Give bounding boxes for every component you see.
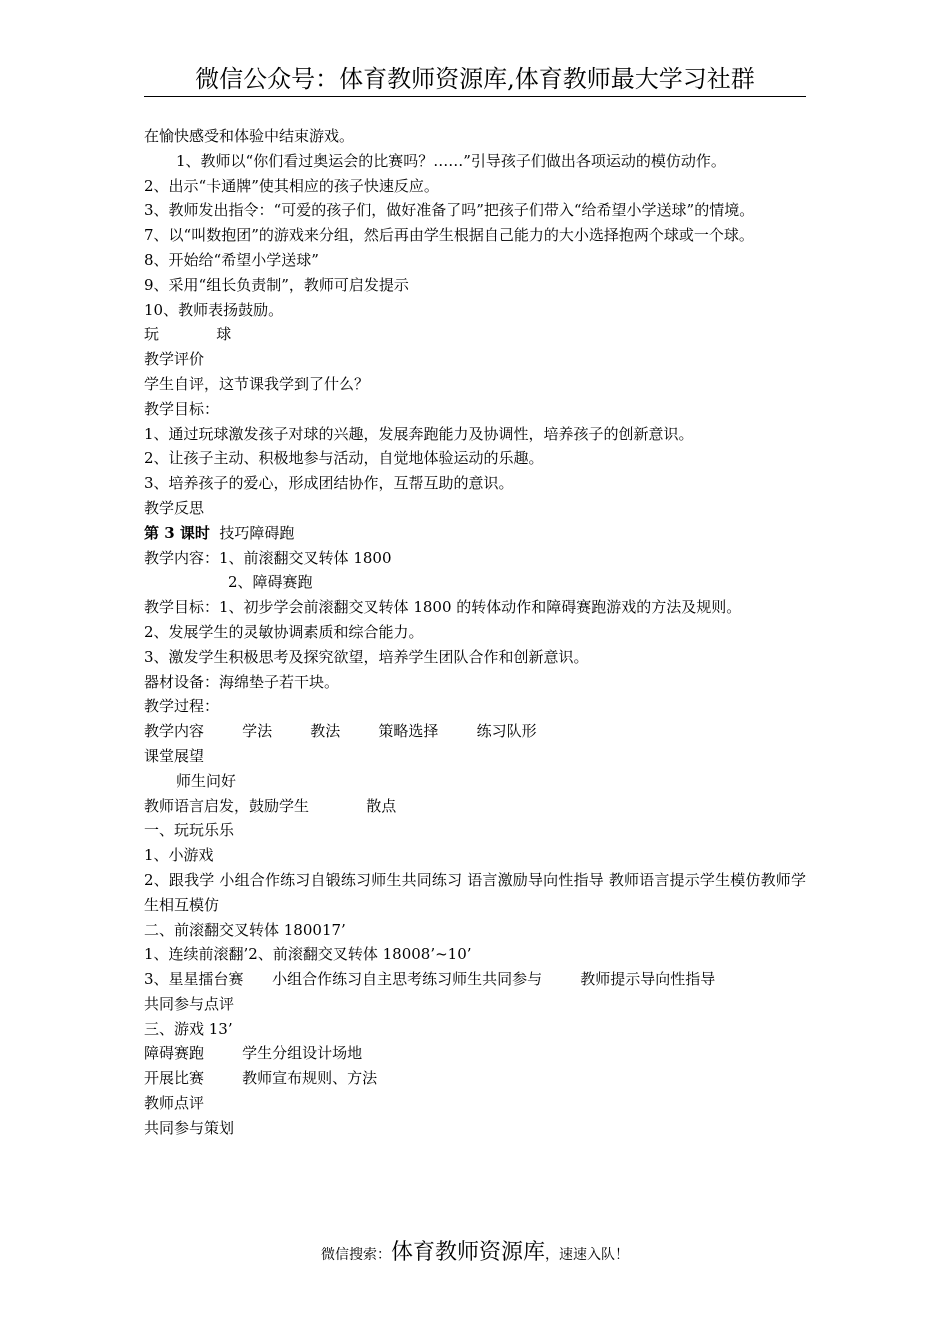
text-paragraph: 7、以“叫数抱团”的游戏来分组，然后再由学生根据自己能力的大小选择抱两个球或一个球。 xyxy=(144,226,754,245)
text-line: 教学目标：1、初步学会前滚翻交叉转体 1800 的转体动作和障碍赛跑游戏的方法及规则。 xyxy=(144,598,742,617)
text-line: 教学内容：1、前滚翻交叉转体 1800 xyxy=(144,548,392,567)
text-line: 9、采用“组长负责制”，教师可启发提示 xyxy=(144,275,409,294)
text-line: 3、星星擂台赛 小组合作练习自主思考练习师生共同参与 教师提示导向性指导 xyxy=(144,970,716,989)
document-body xyxy=(144,124,806,1141)
text-line: 2、让孩子主动、积极地参与活动，自觉地体验运动的乐趣。 xyxy=(144,449,544,468)
text-line: 障碍赛跑 学生分组设计场地 xyxy=(144,1044,363,1063)
text-line: 器材设备：海绵垫子若干块。 xyxy=(144,672,340,691)
text-line: 共同参与策划 xyxy=(144,1118,235,1137)
text-line: 教师语言启发，鼓励学生 散点 xyxy=(144,796,397,815)
text-line: 课堂展望 xyxy=(144,746,205,765)
text-line: 共同参与点评 xyxy=(144,994,235,1013)
text-line: 3、激发学生积极思考及探究欲望，培养学生团队合作和创新意识。 xyxy=(144,647,589,666)
text-line: 1、通过玩球激发孩子对球的兴趣，发展奔跑能力及协调性，培养孩子的创新意识。 xyxy=(144,424,694,443)
text-line: 二、前滚翻交叉转体 180017’ xyxy=(144,920,346,939)
text-line: 玩 球 xyxy=(144,325,232,344)
page-footer xyxy=(0,1236,950,1272)
text-line: 在愉快感受和体验中结束游戏。 xyxy=(144,127,355,145)
text-line: 10、教师表扬鼓励。 xyxy=(144,300,284,319)
text-line: 8、开始给“希望小学送球” xyxy=(144,250,319,269)
text-line: 开展比赛 教师宣布规则、方法 xyxy=(144,1069,378,1088)
text-line: 教学过程： xyxy=(144,697,220,716)
text-line: 师生问好 xyxy=(176,771,237,790)
text-line: 一、玩玩乐乐 xyxy=(144,821,235,840)
text-line: 教师点评 xyxy=(144,1094,205,1113)
page-header-title: 微信公众号：体育教师资源库,体育教师最大学习社群 xyxy=(195,65,755,93)
footer-suffix: ，速速入队！ xyxy=(545,1247,629,1263)
text-paragraph: 3、教师发出指令：“可爱的孩子们，做好准备了吗”把孩子们带入“给希望小学送球”的情境。 xyxy=(144,201,755,220)
table-header-line: 教学内容 学法 教法 策略选择 练习队形 xyxy=(144,722,537,741)
section-heading: 教学评价 xyxy=(144,350,205,369)
text-paragraph: 2、跟我学 小组合作练习自锻练习师生共同练习 语言激励导向性指导 教师语言提示学生模仿教师学生相互模仿 xyxy=(144,870,806,914)
section-heading: 教学反思 xyxy=(144,498,205,517)
footer-brand: 体育教师资源库 xyxy=(390,1240,545,1265)
lesson-number: 第 3 课时 xyxy=(144,523,210,542)
text-line: 2、发展学生的灵敏协调素质和综合能力。 xyxy=(144,622,424,641)
footer-prefix: 微信搜索： xyxy=(320,1247,391,1263)
header-divider xyxy=(144,96,806,97)
text-line: 学生自评，这节课我学到了什么？ xyxy=(144,374,370,393)
section-heading: 教学目标： xyxy=(144,399,220,418)
text-line: 三、游戏 13’ xyxy=(144,1019,233,1038)
text-line: 3、培养孩子的爱心，形成团结协作，互帮互助的意识。 xyxy=(144,474,514,493)
lesson-title xyxy=(144,521,806,546)
text-line: 2、障碍赛跑 xyxy=(228,573,313,592)
text-line: 1、连续前滚翻’2、前滚翻交叉转体 18008’~10’ xyxy=(144,945,472,964)
text-line: 1、小游戏 xyxy=(144,846,214,865)
text-line: 2、出示“卡通牌”使其相应的孩子快速反应。 xyxy=(144,176,439,195)
lesson-name: 技巧障碍跑 xyxy=(209,523,295,542)
text-line: 1、教师以“你们看过奥运会的比赛吗？……”引导孩子们做出各项运动的模仿动作。 xyxy=(176,151,726,170)
